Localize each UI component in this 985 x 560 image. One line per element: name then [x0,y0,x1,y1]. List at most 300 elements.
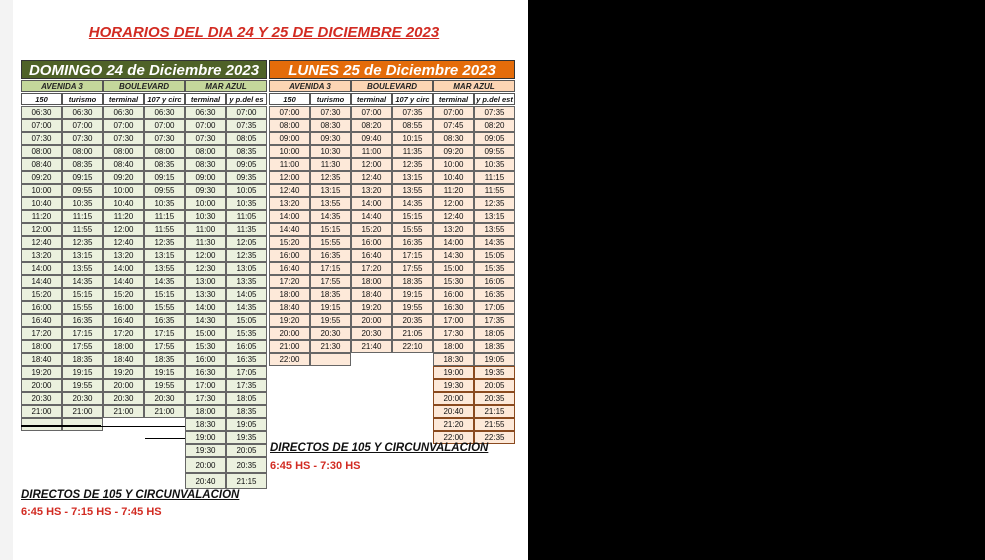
domingo-time-cell: 15:00 [185,327,226,340]
domingo-time-cell: 15:55 [144,301,185,314]
domingo-group-header: BOULEVARD [103,80,185,92]
domingo-time-cell: 11:35 [226,223,267,236]
lunes-time-cell: 18:40 [351,288,392,301]
lunes-time-cell: 17:55 [392,262,433,275]
lunes-time-cell: 15:30 [433,275,474,288]
lunes-time-cell: 18:00 [269,288,310,301]
domingo-time-cell: 20:30 [103,392,144,405]
lunes-time-cell: 14:00 [433,236,474,249]
domingo-time-cell: 17:15 [62,327,103,340]
domingo-time-cell: 20:00 [103,379,144,392]
domingo-time-cell: 21:00 [144,405,185,418]
domingo-time-cell: 10:40 [21,197,62,210]
domingo-time-cell: 08:00 [103,145,144,158]
lunes-time-cell: 09:40 [351,132,392,145]
left-margin-strip [0,0,13,560]
domingo-time-cell: 12:35 [144,236,185,249]
domingo-time-cell: 16:40 [21,314,62,327]
domingo-time-cell: 07:00 [103,119,144,132]
domingo-time-cell: 19:20 [21,366,62,379]
domingo-time-cell: 09:20 [21,171,62,184]
domingo-time-cell: 09:35 [226,171,267,184]
domingo-time-cell: 19:55 [62,379,103,392]
domingo-time-cell: 11:00 [185,223,226,236]
lunes-time-cell: 15:55 [392,223,433,236]
domingo-directos-times: 6:45 HS - 7:15 HS - 7:45 HS [21,506,162,518]
domingo-time-cell: 18:40 [21,353,62,366]
lunes-time-cell: 20:05 [474,379,515,392]
lunes-time-cell: 13:15 [310,184,351,197]
lunes-time-cell: 19:55 [392,301,433,314]
lunes-time-cell: 11:30 [310,158,351,171]
domingo-time-cell: 09:55 [144,184,185,197]
lunes-time-cell: 12:00 [433,197,474,210]
domingo-time-cell: 12:05 [226,236,267,249]
lunes-time-cell: 12:00 [351,158,392,171]
domingo-time-cell: 15:05 [226,314,267,327]
domingo-time-cell: 15:20 [103,288,144,301]
domingo-time-cell: 10:00 [185,197,226,210]
lunes-time-cell: 16:00 [351,236,392,249]
domingo-time-cell: 11:05 [226,210,267,223]
domingo-time-cell: 10:00 [103,184,144,197]
domingo-time-cell: 19:15 [62,366,103,379]
domingo-time-cell: 09:15 [144,171,185,184]
domingo-time-cell: 06:30 [62,106,103,119]
lunes-time-cell: 22:35 [474,431,515,444]
domingo-time-cell: 14:35 [144,275,185,288]
domingo-time-cell: 08:30 [185,158,226,171]
lunes-time-cell: 09:30 [310,132,351,145]
lunes-time-cell: 21:05 [392,327,433,340]
domingo-time-cell: 08:00 [62,145,103,158]
lunes-time-cell: 19:55 [310,314,351,327]
domingo-time-cell: 17:20 [103,327,144,340]
domingo-time-cell: 14:00 [103,262,144,275]
domingo-time-cell: 07:00 [185,119,226,132]
domingo-time-cell: 13:55 [144,262,185,275]
domingo-time-cell: 13:00 [185,275,226,288]
lunes-time-cell: 16:40 [351,249,392,262]
lunes-time-cell: 08:20 [351,119,392,132]
domingo-column-header: turismo [62,93,103,105]
lunes-time-cell: 08:55 [392,119,433,132]
lunes-time-cell: 19:00 [433,366,474,379]
lunes-time-cell: 15:00 [433,262,474,275]
lunes-time-cell: 15:35 [474,262,515,275]
domingo-time-cell: 16:35 [144,314,185,327]
lunes-column-header: 107 y circ [392,93,433,105]
domingo-time-cell: 06:30 [103,106,144,119]
domingo-column-header: 150 [21,93,62,105]
lunes-time-cell: 12:35 [474,197,515,210]
domingo-time-cell: 09:55 [62,184,103,197]
lunes-time-cell: 18:35 [474,340,515,353]
lunes-time-cell: 14:35 [392,197,433,210]
domingo-time-cell: 18:35 [226,405,267,418]
domingo-time-cell: 16:40 [103,314,144,327]
lunes-time-cell: 09:20 [433,145,474,158]
lunes-time-cell: 19:20 [351,301,392,314]
domingo-time-cell: 20:00 [21,379,62,392]
lunes-time-cell: 17:20 [351,262,392,275]
domingo-time-cell: 20:30 [144,392,185,405]
lunes-time-cell: 22:10 [392,340,433,353]
domingo-time-cell: 10:35 [144,197,185,210]
domingo-time-cell: 15:30 [185,340,226,353]
domingo-time-cell: 20:30 [62,392,103,405]
domingo-time-cell: 17:35 [226,379,267,392]
domingo-time-cell: 14:35 [226,301,267,314]
lunes-time-cell: 17:30 [433,327,474,340]
domingo-time-cell: 20:35 [226,457,267,473]
domingo-time-cell: 18:00 [103,340,144,353]
lunes-time-cell: 14:00 [269,210,310,223]
lunes-time-cell: 08:30 [310,119,351,132]
domingo-time-cell: 11:20 [103,210,144,223]
domingo-time-cell: 09:20 [103,171,144,184]
domingo-time-cell: 15:35 [226,327,267,340]
lunes-time-cell: 22:00 [269,353,310,366]
domingo-time-cell: 13:20 [21,249,62,262]
domingo-time-cell: 12:40 [103,236,144,249]
lunes-time-cell: 15:55 [310,236,351,249]
lunes-time-cell: 08:30 [433,132,474,145]
domingo-time-cell: 12:30 [185,262,226,275]
domingo-time-cell: 07:30 [103,132,144,145]
lunes-time-cell: 17:35 [474,314,515,327]
domingo-time-cell: 07:30 [62,132,103,145]
lunes-time-cell: 12:35 [392,158,433,171]
lunes-time-cell: 08:00 [269,119,310,132]
domingo-time-cell: 15:20 [21,288,62,301]
domingo-time-cell: 08:35 [62,158,103,171]
domingo-time-cell: 11:20 [21,210,62,223]
lunes-directos-title: DIRECTOS DE 105 Y CIRCUNVALACION [270,442,489,454]
lunes-time-cell: 17:55 [310,275,351,288]
domingo-time-cell: 11:55 [144,223,185,236]
lunes-time-cell: 10:00 [269,145,310,158]
domingo-time-cell: 19:35 [226,431,267,444]
lunes-time-cell: 21:00 [269,340,310,353]
domingo-header: DOMINGO 24 de Diciembre 2023 [21,60,267,79]
lunes-time-cell: 13:15 [392,171,433,184]
domingo-time-cell: 17:00 [185,379,226,392]
lunes-time-cell: 14:35 [310,210,351,223]
domingo-column-header: y p.del es [226,93,267,105]
lunes-time-cell: 18:35 [392,275,433,288]
lunes-time-cell: 12:00 [269,171,310,184]
lunes-time-cell: 07:30 [310,106,351,119]
domingo-time-cell: 16:05 [226,340,267,353]
lunes-time-cell: 07:45 [433,119,474,132]
domingo-time-cell: 21:00 [21,405,62,418]
domingo-time-cell: 20:05 [226,444,267,457]
lunes-time-cell: 11:00 [351,145,392,158]
domingo-column-header: 107 y circ [144,93,185,105]
lunes-time-cell: 10:40 [433,171,474,184]
domingo-time-cell: 12:35 [62,236,103,249]
lunes-time-cell: 14:30 [433,249,474,262]
lunes-time-cell: 17:15 [392,249,433,262]
lunes-time-cell: 22:00 [433,431,474,444]
domingo-time-cell: 07:00 [62,119,103,132]
domingo-time-cell: 17:30 [185,392,226,405]
domingo-time-cell: 17:05 [226,366,267,379]
lunes-time-cell: 15:05 [474,249,515,262]
lunes-time-cell: 14:35 [474,236,515,249]
domingo-time-cell: 09:05 [226,158,267,171]
domingo-time-cell: 09:15 [62,171,103,184]
lunes-time-cell: 17:20 [269,275,310,288]
lunes-time-cell: 18:00 [433,340,474,353]
domingo-time-cell: 11:15 [62,210,103,223]
domingo-time-cell: 15:55 [62,301,103,314]
lunes-time-cell: 16:00 [269,249,310,262]
domingo-time-cell: 14:00 [21,262,62,275]
domingo-time-cell: 12:40 [21,236,62,249]
lunes-time-cell: 12:40 [269,184,310,197]
lunes-time-cell: 20:35 [474,392,515,405]
domingo-time-cell: 18:30 [185,418,226,431]
domingo-time-cell: 11:55 [62,223,103,236]
domingo-time-cell: 14:35 [62,275,103,288]
lunes-time-cell: 19:20 [269,314,310,327]
divider-line [21,426,185,427]
domingo-time-cell: 09:30 [185,184,226,197]
lunes-time-cell: 15:20 [269,236,310,249]
domingo-time-cell: 10:00 [21,184,62,197]
domingo-time-cell: 10:30 [185,210,226,223]
domingo-time-cell: 18:40 [103,353,144,366]
lunes-time-cell: 16:40 [269,262,310,275]
lunes-time-cell: 07:00 [351,106,392,119]
domingo-time-cell: 11:30 [185,236,226,249]
domingo-time-cell: 06:30 [21,106,62,119]
domingo-time-cell: 08:35 [226,145,267,158]
domingo-time-cell: 08:05 [226,132,267,145]
lunes-time-cell: 12:35 [310,171,351,184]
lunes-time-cell: 18:35 [310,288,351,301]
lunes-time-cell: 07:35 [474,106,515,119]
lunes-column-header: turismo [310,93,351,105]
lunes-group-header: AVENIDA 3 [269,80,351,92]
domingo-time-cell: 07:30 [21,132,62,145]
lunes-time-cell: 10:35 [474,158,515,171]
domingo-time-cell: 16:35 [62,314,103,327]
lunes-time-cell: 20:30 [310,327,351,340]
lunes-time-cell: 11:55 [474,184,515,197]
domingo-time-cell: 16:30 [185,366,226,379]
domingo-time-cell: 10:35 [226,197,267,210]
domingo-time-cell: 10:35 [62,197,103,210]
domingo-time-cell: 17:55 [144,340,185,353]
domingo-time-cell: 19:55 [144,379,185,392]
domingo-time-cell: 13:55 [62,262,103,275]
lunes-time-cell: 14:40 [269,223,310,236]
domingo-time-cell: 08:00 [144,145,185,158]
domingo-time-cell: 18:35 [62,353,103,366]
lunes-time-cell: 21:40 [351,340,392,353]
domingo-time-cell: 12:00 [21,223,62,236]
domingo-time-cell: 15:15 [144,288,185,301]
lunes-column-header: terminal [351,93,392,105]
domingo-time-cell: 06:30 [185,106,226,119]
domingo-time-cell: 18:05 [226,392,267,405]
lunes-time-cell: 10:15 [392,132,433,145]
lunes-time-cell: 19:30 [433,379,474,392]
domingo-time-cell: 18:00 [185,405,226,418]
domingo-time-cell: 12:00 [103,223,144,236]
domingo-time-cell: 21:00 [103,405,144,418]
lunes-time-cell: 13:20 [351,184,392,197]
lunes-time-cell: 09:05 [474,132,515,145]
lunes-time-cell: 17:05 [474,301,515,314]
domingo-time-cell: 19:05 [226,418,267,431]
domingo-time-cell: 17:55 [62,340,103,353]
lunes-time-cell: 15:20 [351,223,392,236]
lunes-time-cell: 15:15 [392,210,433,223]
lunes-time-cell: 11:35 [392,145,433,158]
lunes-group-header: BOULEVARD [351,80,433,92]
lunes-header: LUNES 25 de Diciembre 2023 [269,60,515,79]
domingo-time-cell: 06:30 [144,106,185,119]
domingo-time-cell: 08:00 [185,145,226,158]
lunes-time-cell: 18:30 [433,353,474,366]
lunes-time-cell: 16:35 [310,249,351,262]
domingo-time-cell: 13:20 [103,249,144,262]
lunes-time-cell [310,353,351,366]
domingo-time-cell: 08:35 [144,158,185,171]
domingo-time-cell: 13:35 [226,275,267,288]
lunes-time-cell: 13:55 [310,197,351,210]
domingo-time-cell: 18:00 [21,340,62,353]
lunes-time-cell: 10:30 [310,145,351,158]
lunes-time-cell: 09:00 [269,132,310,145]
lunes-time-cell: 16:30 [433,301,474,314]
lunes-time-cell: 15:15 [310,223,351,236]
domingo-time-cell: 14:00 [185,301,226,314]
domingo-time-cell: 11:15 [144,210,185,223]
domingo-time-cell: 17:15 [144,327,185,340]
domingo-time-cell: 17:20 [21,327,62,340]
domingo-time-cell: 12:35 [226,249,267,262]
lunes-time-cell: 07:00 [269,106,310,119]
lunes-column-header: terminal [433,93,474,105]
domingo-time-cell: 13:15 [144,249,185,262]
lunes-group-header: MAR AZUL [433,80,515,92]
domingo-time-cell: 19:20 [103,366,144,379]
domingo-time-cell: 14:40 [21,275,62,288]
lunes-time-cell: 16:05 [474,275,515,288]
domingo-time-cell: 08:40 [103,158,144,171]
lunes-time-cell: 11:20 [433,184,474,197]
lunes-time-cell: 08:20 [474,119,515,132]
lunes-time-cell: 18:00 [351,275,392,288]
domingo-time-cell: 09:00 [185,171,226,184]
domingo-time-cell: 12:00 [185,249,226,262]
lunes-time-cell: 14:40 [351,210,392,223]
divider-line [145,438,185,439]
domingo-column-header: terminal [185,93,226,105]
lunes-time-cell: 16:35 [392,236,433,249]
lunes-time-cell: 13:20 [433,223,474,236]
domingo-time-cell: 14:40 [103,275,144,288]
domingo-time-cell: 15:15 [62,288,103,301]
lunes-time-cell: 21:55 [474,418,515,431]
lunes-time-cell: 14:00 [351,197,392,210]
lunes-time-cell: 16:00 [433,288,474,301]
lunes-time-cell: 20:40 [433,405,474,418]
lunes-time-cell: 20:30 [351,327,392,340]
domingo-time-cell: 16:00 [103,301,144,314]
lunes-time-cell: 13:15 [474,210,515,223]
lunes-time-cell: 11:15 [474,171,515,184]
domingo-time-cell: 16:00 [185,353,226,366]
domingo-group-header: MAR AZUL [185,80,267,92]
domingo-time-cell: 07:35 [226,119,267,132]
domingo-time-cell: 19:30 [185,444,226,457]
lunes-time-cell: 18:05 [474,327,515,340]
domingo-time-cell: 19:00 [185,431,226,444]
lunes-time-cell: 12:40 [433,210,474,223]
lunes-time-cell: 13:55 [392,184,433,197]
lunes-time-cell: 20:35 [392,314,433,327]
lunes-time-cell: 17:00 [433,314,474,327]
domingo-time-cell: 08:00 [21,145,62,158]
lunes-time-cell: 11:00 [269,158,310,171]
domingo-time-cell: 20:30 [21,392,62,405]
lunes-time-cell: 19:05 [474,353,515,366]
page-title: HORARIOS DEL DIA 24 Y 25 DE DICIEMBRE 2023 [88,24,440,41]
lunes-time-cell: 21:15 [474,405,515,418]
lunes-time-cell: 20:00 [269,327,310,340]
domingo-time-cell: 10:05 [226,184,267,197]
lunes-column-header: y p.del est [474,93,515,105]
lunes-time-cell: 17:15 [310,262,351,275]
domingo-time-cell: 10:40 [103,197,144,210]
lunes-time-cell: 09:55 [474,145,515,158]
domingo-time-cell: 07:00 [226,106,267,119]
domingo-time-cell: 19:15 [144,366,185,379]
domingo-time-cell: 08:40 [21,158,62,171]
lunes-time-cell: 13:20 [269,197,310,210]
lunes-time-cell: 12:40 [351,171,392,184]
domingo-time-cell: 16:00 [21,301,62,314]
domingo-time-cell: 21:15 [226,473,267,489]
lunes-time-cell: 19:15 [392,288,433,301]
lunes-time-cell: 21:30 [310,340,351,353]
lunes-directos-times: 6:45 HS - 7:30 HS [270,460,361,472]
domingo-time-cell: 13:05 [226,262,267,275]
domingo-time-cell: 16:35 [226,353,267,366]
lunes-time-cell: 13:55 [474,223,515,236]
domingo-column-header: terminal [103,93,144,105]
lunes-time-cell: 07:35 [392,106,433,119]
domingo-time-cell: 07:30 [144,132,185,145]
domingo-time-cell: 07:30 [185,132,226,145]
domingo-time-cell: 13:30 [185,288,226,301]
domingo-time-cell: 07:00 [144,119,185,132]
lunes-time-cell: 20:00 [433,392,474,405]
domingo-time-cell: 14:30 [185,314,226,327]
domingo-time-cell: 20:40 [185,473,226,489]
lunes-time-cell: 21:20 [433,418,474,431]
domingo-time-cell: 18:35 [144,353,185,366]
domingo-time-cell: 20:00 [185,457,226,473]
lunes-time-cell: 19:15 [310,301,351,314]
domingo-time-cell: 13:15 [62,249,103,262]
